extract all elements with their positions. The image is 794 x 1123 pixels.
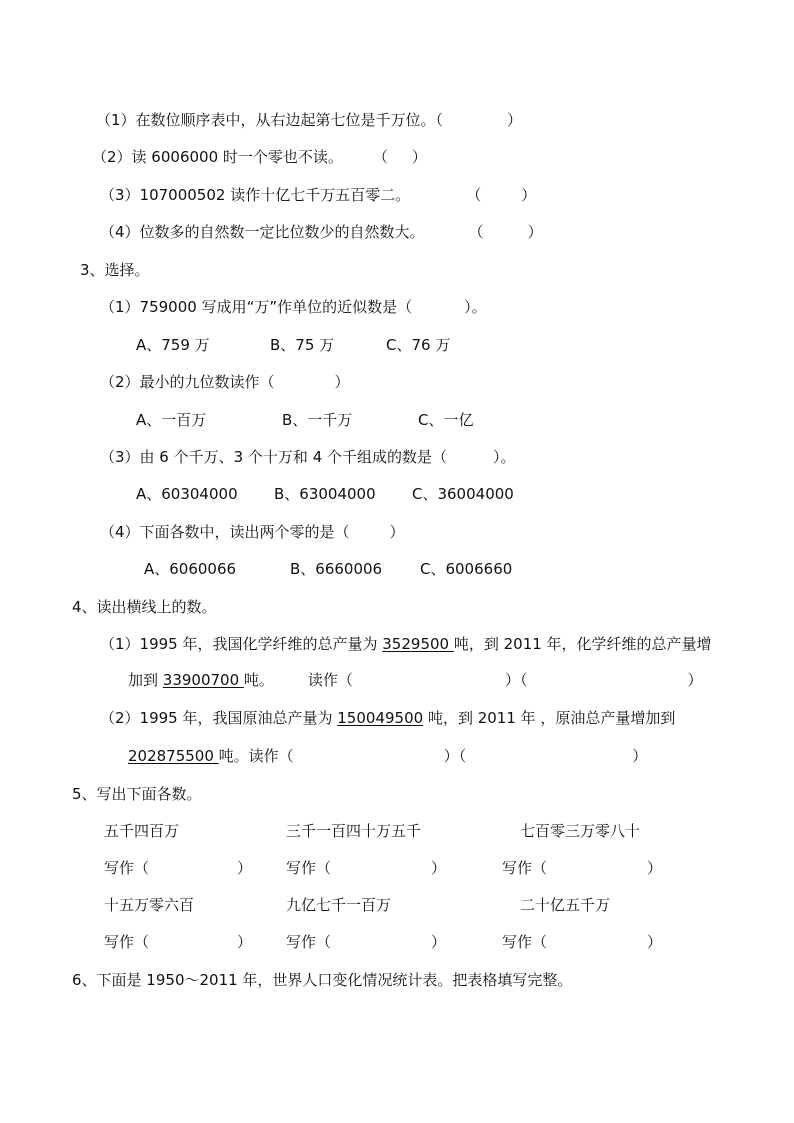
choice-q4-a: A、6060066 — [144, 560, 237, 578]
choice-q2-a: A、一百万 — [136, 411, 207, 429]
read-q2-line1: （2）1995 年，我国原油总产量为 150049500 吨，到 2011 年 ，原油总产量增加到 — [100, 709, 676, 727]
write-blank-5: 写作（ ） — [286, 933, 447, 951]
choice-q1-a: A、759 万 — [136, 336, 210, 354]
choice-q2-b: B、一千万 — [282, 411, 353, 429]
write-blank-4: 写作（ ） — [104, 933, 253, 951]
choice-q3-c: C、36004000 — [412, 485, 514, 503]
read-q2-line2: 202875500 吨。读作（ ）（ ） — [128, 747, 648, 765]
choice-q4: （4）下面各数中，读出两个零的是（ ） — [100, 523, 405, 541]
word-number-1: 五千四百万 — [104, 822, 180, 840]
choice-q3-b: B、63004000 — [274, 485, 376, 503]
choice-q1: （1）759000 写成用“万”作单位的近似数是（ ）。 — [100, 298, 487, 316]
choice-q2: （2）最小的九位数读作（ ） — [100, 373, 350, 391]
word-number-3: 七百零三万零八十 — [520, 822, 641, 840]
choice-q1-b: B、75 万 — [270, 336, 335, 354]
choice-q4-b: B、6660006 — [290, 560, 383, 578]
section-4-title: 4、读出横线上的数。 — [72, 598, 217, 616]
section-6-title: 6、下面是 1950～2011 年，世界人口变化情况统计表。把表格填写完整。 — [72, 971, 573, 989]
word-number-2: 三千一百四十万五千 — [286, 822, 422, 840]
choice-q1-c: C、76 万 — [386, 336, 451, 354]
write-blank-3: 写作（ ） — [502, 859, 663, 877]
section-3-title: 3、选择。 — [80, 261, 150, 279]
tf-item-3: （3）107000502 读作十亿七千万五百零二。 （ ） — [100, 186, 537, 204]
write-blank-1: 写作（ ） — [104, 859, 253, 877]
word-number-6: 二十亿五千万 — [520, 896, 611, 914]
choice-q2-c: C、一亿 — [418, 411, 474, 429]
number-202875500: 202875500 — [128, 747, 219, 765]
choice-q3-a: A、60304000 — [136, 485, 238, 503]
tf-item-4: （4）位数多的自然数一定比位数少的自然数大。 （ ） — [100, 223, 543, 241]
write-blank-2: 写作（ ） — [286, 859, 447, 877]
number-150049500: 150049500 — [337, 709, 424, 727]
choice-q3: （3）由 6 个千万、3 个十万和 4 个千组成的数是（ ）。 — [100, 448, 516, 466]
choice-q4-c: C、6006660 — [420, 560, 513, 578]
number-3529500: 3529500 — [382, 635, 454, 653]
write-blank-6: 写作（ ） — [502, 933, 663, 951]
number-33900700: 33900700 — [162, 671, 244, 689]
word-number-5: 九亿七千一百万 — [286, 896, 392, 914]
read-q1-line1: （1）1995 年，我国化学纤维的总产量为 3529500 吨，到 2011 年，化学纤维的总产量增 — [100, 635, 712, 653]
section-5-title: 5、写出下面各数。 — [72, 785, 202, 803]
word-number-4: 十五万零六百 — [104, 896, 195, 914]
tf-item-1: （1）在数位顺序表中，从右边起第七位是千万位。（ ） — [96, 111, 523, 129]
tf-item-2: （2）读 6006000 时一个零也不读。 （ ） — [92, 148, 427, 166]
read-q1-line2: 加到 33900700 吨。 读作（ ）（ ） — [128, 671, 703, 689]
